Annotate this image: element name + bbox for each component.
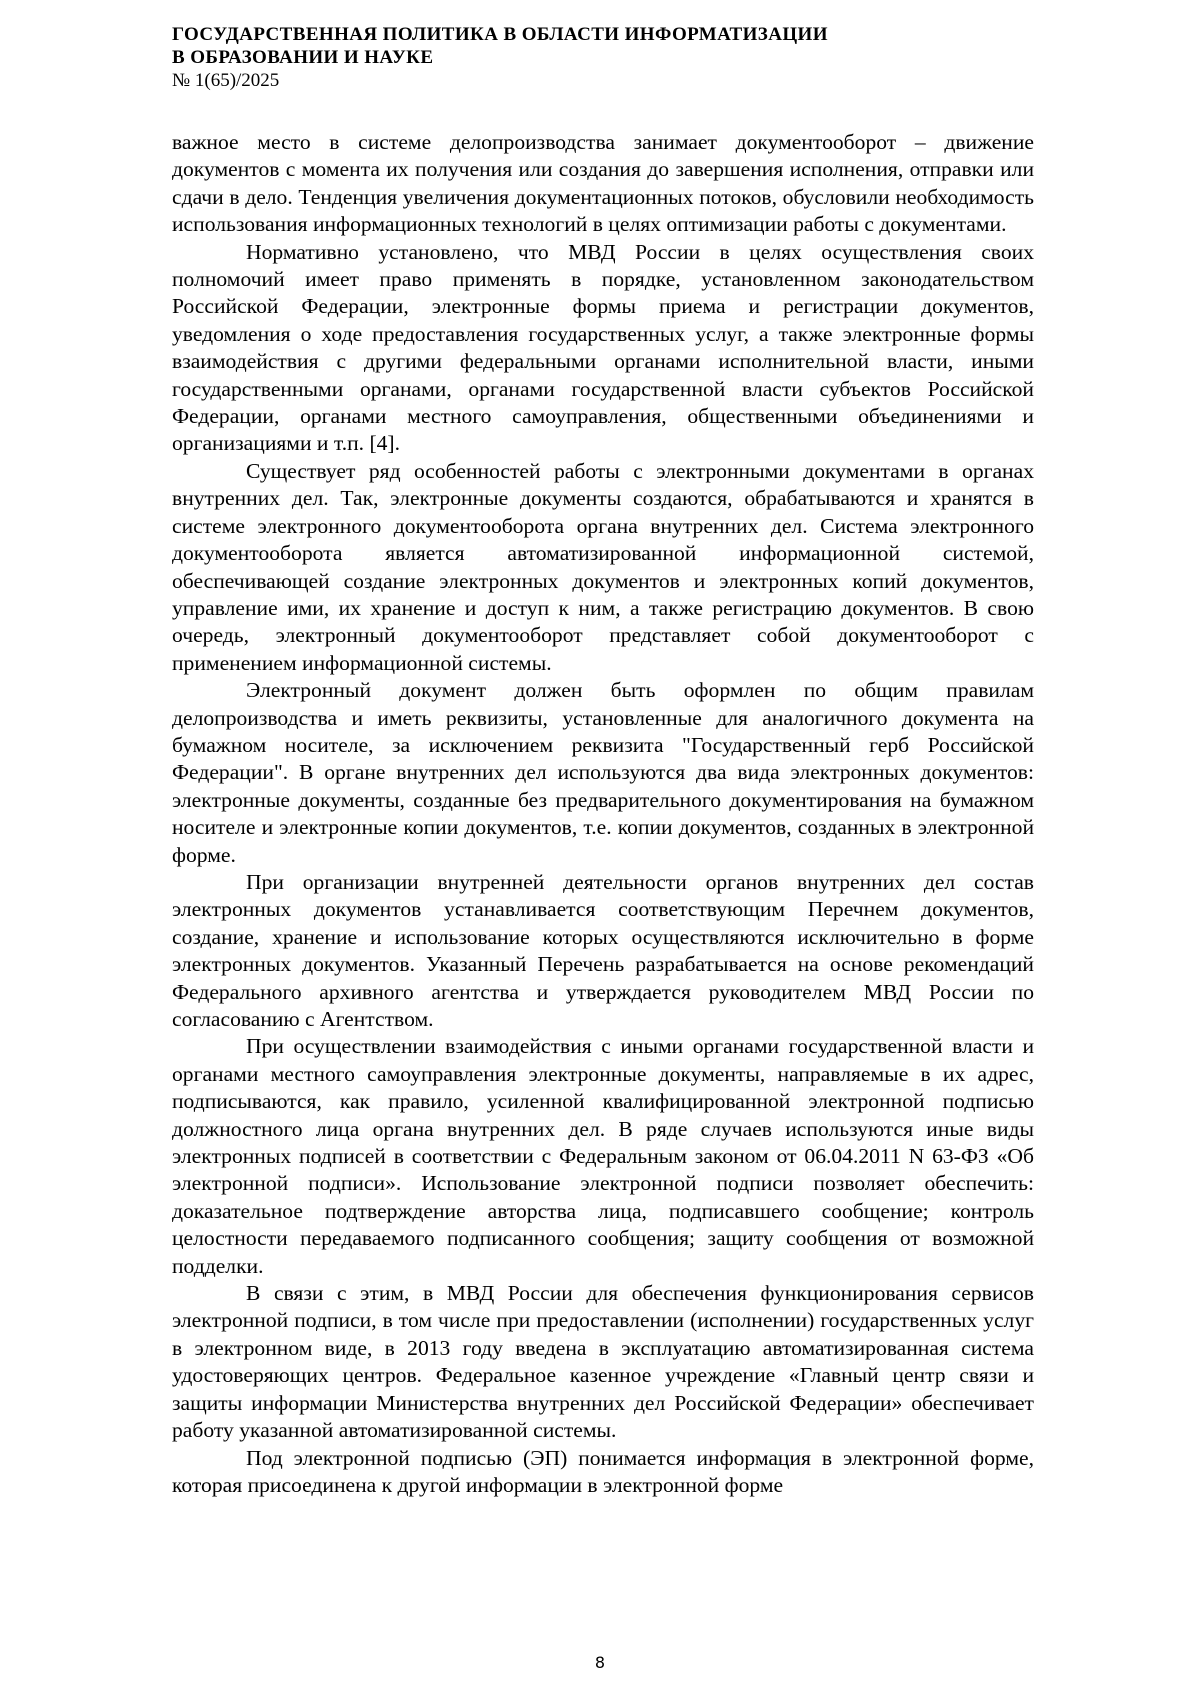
paragraph-7: В связи с этим, в МВД России для обеспечения функционирования сервисов электронной подписи, в том числе при предоставлении (исполнении) государственных услуг в электронном виде, в 2013 году введена в эксплуатацию автоматизированная система удостоверяющих центров. Федеральное казенное учреждение «Главный центр связи и защиты информации Министерства внутренних дел Российской Федерации» обеспечивает работу указанной автоматизированной системы. [172, 1281, 1034, 1443]
paragraph-2: Нормативно установлено, что МВД России в целях осуществления своих полномочий имеет право применять в порядке, установленном законодательством Российской Федерации, электронные формы приема и регистрации документов, уведомления о ходе предоставления государственных услуг, а также электронные формы взаимодействия с другими федеральными органами исполнительной власти, иными государственными органами, органами государственной власти субъектов Российской Федерации, органами местного самоуправления, общественными объединениями и организациями и т.п. [4]. [172, 239, 1034, 456]
body-text [172, 129, 1034, 1499]
paragraph-6: При осуществлении взаимодействия с иными органами государственной власти и органами местного самоуправления электронные документы, направляемые в их адрес, подписываются, как правило, усиленной квалифицированной электронной подписью должностного лица органа внутренних дел. В ряде случаев используются иные виды электронных подписей в соответствии с Федеральным законом от 06.04.2011 N 63-ФЗ «Об электронной подписи». Использование электронной подписи позволяет обеспечить: доказательное подтверждение авторства лица, подписавшего сообщение; контроль целостности передаваемого подписанного сообщения; защиту сообщения от возможной подделки. [172, 1034, 1034, 1278]
issue-number: № 1(65)/2025 [172, 70, 280, 91]
paragraph-4: Электронный документ должен быть оформлен по общим правилам делопроизводства и иметь реквизиты, установленные для аналогичного документа на бумажном носителе, за исключением реквизита "Государственный герб Российской Федерации". В органе внутренних дел используются два вида электронных документов: электронные документы, созданные без предварительного документирования на бумажном носителе и электронные копии документов, т.е. копии документов, созданных в электронной форме. [172, 678, 1034, 867]
paragraph-5: При организации внутренней деятельности органов внутренних дел состав электронных документов устанавливается соответствующим Перечнем документов, создание, хранение и использование которых осуществляются исключительно в форме электронных документов. Указанный Перечень разрабатывается на основе рекомендаций Федерального архивного агентства и утверждается руководителем МВД России по согласованию с Агентством. [172, 869, 1034, 1031]
paragraph-8: Под электронной подписью (ЭП) понимается информация в электронной форме, которая присоединена к другой информации в электронной форме [172, 1445, 1034, 1497]
journal-title-line-1: ГОСУДАРСТВЕННАЯ ПОЛИТИКА В ОБЛАСТИ ИНФОРМАТИЗАЦИИ [172, 24, 828, 45]
journal-title-line-2: В ОБРАЗОВАНИИ И НАУКЕ [172, 47, 434, 68]
journal-header [172, 23, 828, 92]
page-number: 8 [594, 1653, 606, 1672]
paragraph-3: Существует ряд особенностей работы с электронными документами в органах внутренних дел. Так, электронные документы создаются, обрабатываются и хранятся в системе электронного документооборота органа внутренних дел. Система электронного документооборота является автоматизированной информационной системой, обеспечивающей создание электронных документов и электронных копий документов, управление ими, их хранение и доступ к ним, а также регистрацию документов. В свою очередь, электронный документооборот представляет собой документооборот с применением информационной системы. [172, 458, 1034, 675]
paragraph-1: важное место в системе делопроизводства занимает документооборот – движение документов с момента их получения или создания до завершения исполнения, отправки или сдачи в дело. Тенденция увеличения документационных потоков, обусловили необходимость использования информационных технологий в целях оптимизации работы с документами. [172, 130, 1034, 237]
